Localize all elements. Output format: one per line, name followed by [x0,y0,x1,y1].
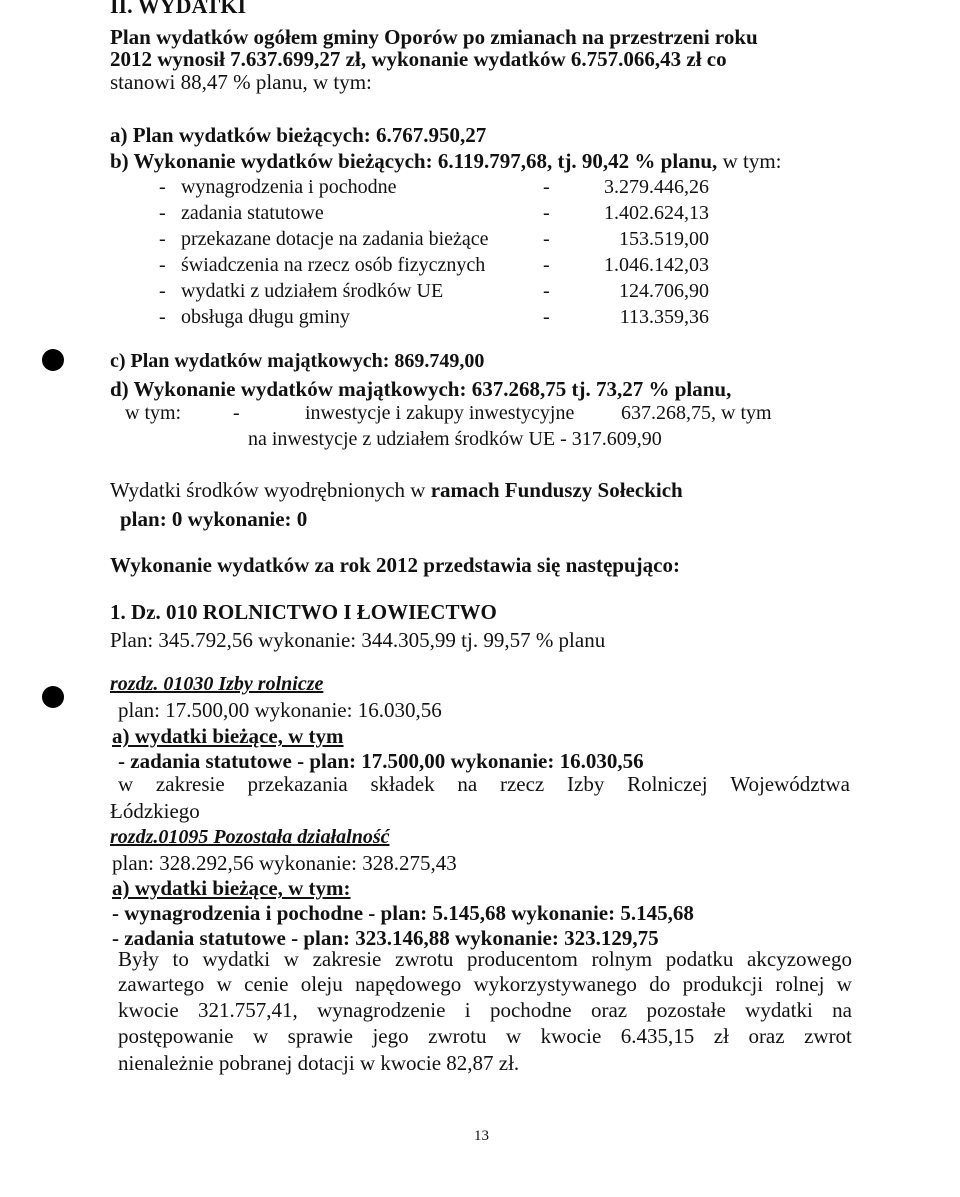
expense-item-amount: 113.359,36 [619,306,709,328]
word: producentom [466,947,578,971]
word: zawartego [118,972,205,996]
word: to [172,947,189,971]
paragraph-line [118,946,852,972]
expense-item-dash: - [159,254,166,276]
property-plan: c) Plan wydatków majątkowych: 869.749,00 [110,350,485,372]
expense-item-amount: 124.706,90 [619,280,709,302]
punch-hole-mark [42,349,64,371]
intro-line: 2012 wynosił 7.637.699,27 zł, wykonanie wydatków 6.757.066,43 zł co [110,47,727,71]
expense-item-dash: - [159,176,166,198]
word: kwocie [540,1024,602,1048]
current-execution: b) Wykonanie wydatków bieżących: 6.119.797,68, tj. 90,42 % planu, w tym: [110,149,782,173]
fund-line: Wydatki środków wyodrębnionych w ramach Funduszy Sołeckich [110,478,683,502]
rozdz-01095-item: - zadania statutowe - plan: 323.146,88 wykonanie: 323.129,75 [112,926,659,950]
word: składek [370,772,435,796]
word: zwrotu [428,1024,487,1048]
expense-item-name: przekazane dotacje na zadania bieżące [181,228,489,250]
word: jego [372,1024,409,1048]
rozdz-01095-title: rozdz.01095 Pozostała działalność [110,826,390,848]
word: Województwa [730,772,850,796]
word: wydatki [745,998,813,1022]
expense-item-amount: 1.046.142,03 [604,254,709,276]
rozdz-01095-paragraph-end: nienależnie pobranej dotacji w kwocie 82,87 zł. [118,1051,520,1075]
word: Rolniczej [627,772,708,796]
summary-heading: Wykonanie wydatków za rok 2012 przedstawia się następująco: [110,553,680,577]
word: zwrotu [395,947,454,971]
expense-item-dash: - [159,202,166,224]
expense-item-amount: 3.279.446,26 [604,176,709,198]
rozdz-01030-title: rozdz. 01030 Izby rolnicze [110,673,324,695]
rozdz-01030-description-end: Łódzkiego [110,799,200,823]
word: w [216,972,232,996]
expense-item-dash: - [159,280,166,302]
word: zł [713,1024,729,1048]
page-number: 13 [474,1128,489,1144]
word: do [649,972,671,996]
expense-item-separator: - [543,254,550,276]
expense-item-separator: - [543,306,550,328]
word: rolnej [775,972,825,996]
rozdz-01030-plan: plan: 17.500,00 wykonanie: 16.030,56 [118,698,442,722]
word: sprawie [287,1024,353,1048]
rozdz-01030-subheading: a) wydatki bieżące, w tym [112,724,344,748]
word: przekazania [247,772,348,796]
expense-item-name: zadania statutowe [181,202,324,224]
expense-item-name: wynagrodzenia i pochodne [181,176,397,198]
word: produkcji [682,972,764,996]
word: pozostałe [646,998,726,1022]
fund-plan: plan: 0 wykonanie: 0 [120,507,308,531]
word: w [252,1024,269,1048]
expense-item-separator: - [543,202,550,224]
word: postępowanie [118,1024,234,1048]
expense-item-row [159,278,709,304]
current-plan: a) Plan wydatków bieżących: 6.767.950,27 [110,123,487,147]
expense-item-row [159,226,709,252]
expense-item-amount: 153.519,00 [619,228,709,250]
word: w [836,972,852,996]
word: oraz [590,998,628,1022]
word: kwocie [118,998,179,1022]
paragraph-line [118,997,852,1023]
word: rolnym [591,947,653,971]
expense-item-amount: 1.402.624,13 [604,202,709,224]
expense-item-name: obsługa długu gminy [181,306,350,328]
paragraph-line [118,971,852,997]
expense-item-row [159,252,709,278]
property-execution: d) Wykonanie wydatków majątkowych: 637.268,75 tj. 73,27 % planu, [110,377,732,401]
word: podatku [665,947,734,971]
word: napędowego [355,972,462,996]
punch-hole-mark [42,686,64,708]
word: rzecz [499,772,545,796]
invest-label: inwestycje i zakupy inwestycyjne [305,402,575,424]
word: zakresie [312,947,382,971]
property-dash: - [233,402,240,424]
word: Były [118,947,159,971]
word: Izby [567,772,605,796]
word: w [505,1024,522,1048]
intro-line: Plan wydatków ogółem gminy Oporów po zmianach na przestrzeni roku [110,25,758,49]
rozdz-01030-item: - zadania statutowe - plan: 17.500,00 wykonanie: 16.030,56 [118,749,644,773]
expense-item-row [159,200,709,226]
word: zwrot [804,1024,852,1048]
word: wykorzystywanego [473,972,637,996]
expense-item-name: wydatki z udziałem środków UE [181,280,444,302]
expense-item-separator: - [543,228,550,250]
word: oraz [748,1024,785,1048]
word: na [832,998,852,1022]
division-heading: 1. Dz. 010 ROLNICTWO I ŁOWIECTWO [110,600,497,624]
expense-item-row [159,304,709,330]
paragraph-line [118,1023,852,1049]
word: 6.435,15 [620,1024,695,1048]
expense-item-name: świadczenia na rzecz osób fizycznych [181,254,486,276]
division-plan: Plan: 345.792,56 wykonanie: 344.305,99 tj. 99,57 % planu [110,628,606,652]
expense-item-separator: - [543,280,550,302]
word: w [118,772,134,796]
word: oleju [300,972,343,996]
expense-item-dash: - [159,228,166,250]
rozdz-01030-description [118,771,850,797]
property-wtym: w tym: [125,402,182,424]
word: pochodne [489,998,572,1022]
expense-item-separator: - [543,176,550,198]
word: wynagrodzenie [317,998,446,1022]
word: 321.757,41, [198,998,298,1022]
section-heading: II. WYDATKI [110,0,247,18]
expense-item-row [159,174,709,200]
word: akcyzowego [747,947,852,971]
word: cenie [244,972,289,996]
word: na [457,772,478,796]
expense-item-dash: - [159,306,166,328]
rozdz-01095-plan: plan: 328.292,56 wykonanie: 328.275,43 [112,851,457,875]
word: wydatki [202,947,271,971]
word: w [283,947,299,971]
word: i [464,998,471,1022]
invest-value: 637.268,75, w tym [621,402,772,424]
rozdz-01095-subheading: a) wydatki bieżące, w tym: [112,876,351,900]
word: zakresie [155,772,225,796]
eu-investment-line: na inwestycje z udziałem środków UE - 317.609,90 [248,428,662,450]
rozdz-01095-item: - wynagrodzenia i pochodne - plan: 5.145,68 wykonanie: 5.145,68 [112,901,694,925]
intro-line: stanowi 88,47 % planu, w tym: [110,70,372,94]
